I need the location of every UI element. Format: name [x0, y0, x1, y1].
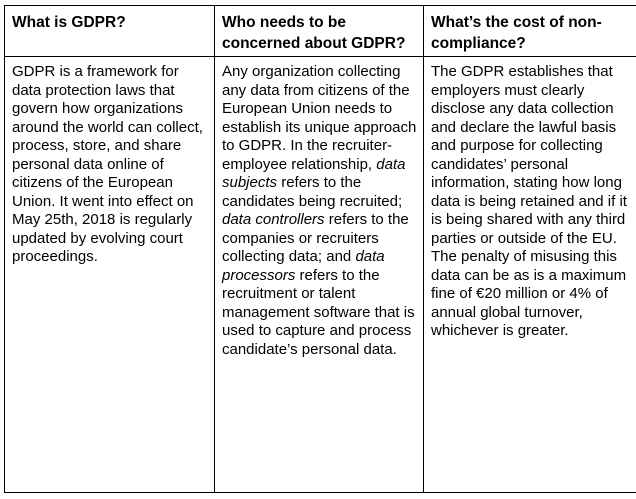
cell-cost: [424, 57, 636, 493]
term-data-controllers: data controllers: [222, 211, 325, 228]
term-data-subjects: data subjects: [222, 155, 406, 191]
who-text-part4: refers to the recruitment or talent management software that is used to capture and process candidate’s personal data.: [222, 266, 415, 358]
header-cost: What’s the cost of non-compliance?: [424, 6, 636, 57]
content-row: [5, 57, 636, 493]
who-text-part2: refers to the candidates being recruited;: [222, 174, 403, 210]
cell-text-who-needs: [222, 63, 417, 359]
who-text-part3: refers to the companies or recruiters collecting data; and: [222, 211, 409, 265]
header-who-needs: Who needs to be concerned about GDPR?: [215, 6, 424, 57]
gdpr-table: [4, 5, 636, 493]
cell-text-what-is-gdpr: GDPR is a framework for data protection laws that govern how organizations around the world can collect, process, store, and share personal data online of citizens of the European Union. It went into effect on May 25th, 2018 is regularly updated by evolving court proceedings.: [12, 63, 203, 265]
term-data-processors: data processors: [222, 248, 385, 284]
cell-who-needs: [215, 57, 424, 493]
header-what-is-gdpr: What is GDPR?: [5, 6, 215, 57]
header-row: [5, 6, 636, 57]
who-text-part1: Any organization collecting any data from citizens of the European Union needs to establish its unique approach to GDPR. In the recruiter-employee relationship,: [222, 63, 417, 173]
cell-what-is-gdpr: [5, 57, 215, 493]
cell-text-cost: The GDPR establishes that employers must clearly disclose any data collection and declare the lawful basis and purpose for collecting candidates’ personal information, stating how long data is being retained and if it is being shared with any third parties or outside of the EU. The penalty of misusing this data can be as is a maximum fine of €20 million or 4% of annual global turnover, whichever is greater.: [431, 63, 627, 339]
